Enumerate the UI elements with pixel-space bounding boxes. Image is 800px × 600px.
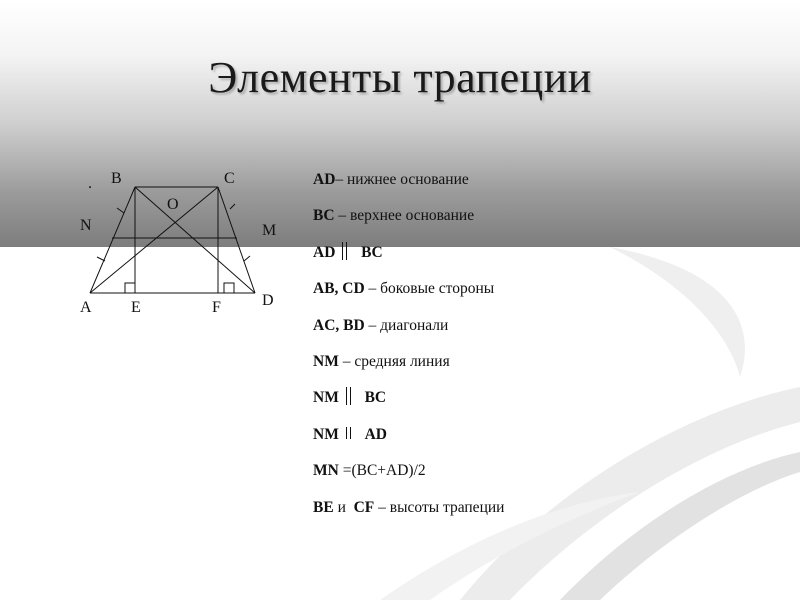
note-heights: BE и CF – высоты трапеции bbox=[313, 498, 505, 516]
parallel-symbol-icon bbox=[346, 387, 358, 405]
notes-list bbox=[313, 168, 773, 532]
right-angle-f bbox=[224, 283, 234, 293]
diagonal-ac bbox=[90, 187, 218, 293]
note-ad-parallel-bc: AD BC bbox=[313, 243, 383, 261]
label-f: F bbox=[212, 299, 221, 316]
note-sides: AB, CD – боковые стороны bbox=[313, 280, 495, 298]
label-c: C bbox=[224, 170, 235, 187]
label-a: A bbox=[80, 299, 92, 316]
note-midline-formula: MN =(BC+AD)/2 bbox=[313, 462, 426, 480]
note-nm-parallel-ad: NM AD bbox=[313, 425, 387, 443]
right-angle-e bbox=[125, 283, 135, 293]
parallel-symbol-icon bbox=[342, 242, 354, 260]
tick-ab-lower bbox=[97, 257, 105, 261]
label-n: N bbox=[80, 217, 92, 234]
side-ab bbox=[90, 187, 135, 293]
parallel-symbol-icon bbox=[346, 426, 358, 444]
tick-cd-upper bbox=[230, 204, 235, 209]
label-m: M bbox=[262, 222, 277, 239]
note-midline: NM – средняя линия bbox=[313, 352, 450, 370]
note-bc: BC – верхнее основание bbox=[313, 207, 475, 225]
label-o: O bbox=[167, 196, 179, 213]
label-e: E bbox=[131, 299, 141, 316]
note-nm-parallel-bc: NM BC bbox=[313, 389, 387, 407]
dot-mark: . bbox=[88, 175, 92, 192]
label-d: D bbox=[262, 292, 274, 309]
tick-cd-lower bbox=[244, 256, 250, 261]
trapezoid-diagram bbox=[70, 160, 300, 320]
note-diagonals: AC, BD – диагонали bbox=[313, 316, 449, 334]
note-ad: AD– нижнее основание bbox=[313, 171, 469, 188]
page-title: Элементы трапеции bbox=[208, 53, 592, 102]
tick-ab-upper bbox=[117, 208, 124, 213]
label-b: B bbox=[111, 170, 122, 187]
